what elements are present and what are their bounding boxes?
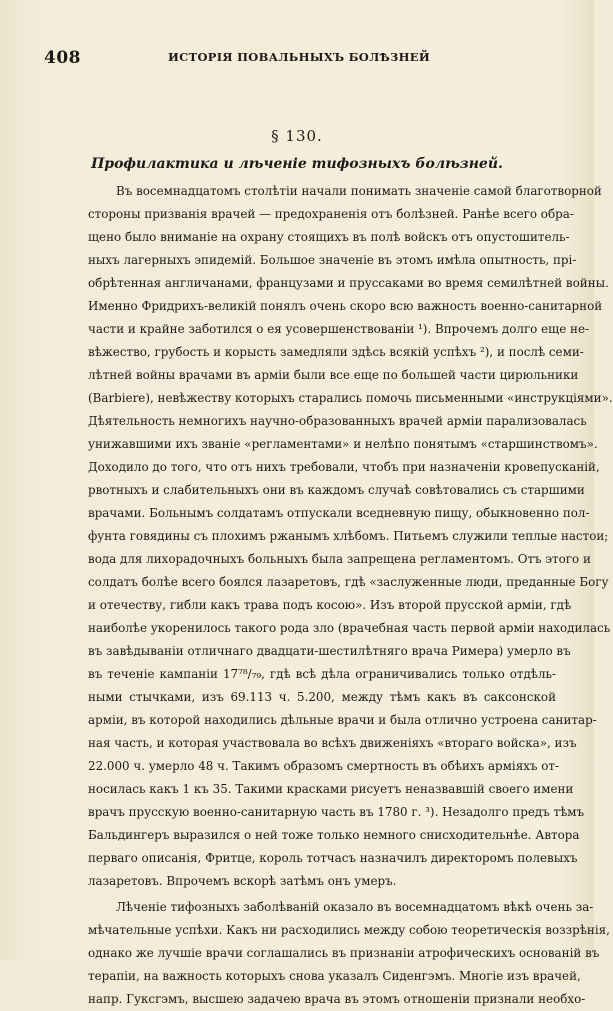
section-number: § 130. — [271, 127, 323, 145]
text-line: солдатъ болѣе всего боялся лазаретовъ, гдѣ «заслуженные люди, преданные Богу — [88, 575, 609, 589]
text-line: терапіи, на важность которыхъ снова указалъ Сиденгэмъ. Многіе изъ врачей, — [88, 969, 581, 983]
page-header — [44, 48, 554, 70]
text-line: вѣжество, грубость и корысть замедляли здѣсь всякій успѣхъ ²), и послѣ семи- — [88, 345, 584, 359]
text-line: однако же лучшіе врачи соглашались въ признаніи атрофическихъ основаній въ — [88, 946, 600, 960]
text-line: рвотныхъ и слабительныхъ они въ каждомъ случаѣ совѣтовались съ старшими — [88, 483, 585, 497]
text-line: щено было вниманіе на охрану стоящихъ въ полѣ войскъ отъ опустошитель- — [88, 230, 570, 244]
text-line: вода для лихорадочныхъ больныхъ была запрещена регламентомъ. Отъ этого и — [88, 552, 591, 566]
text-line: стороны призванія врачей — предохраненія отъ болѣзней. Ранѣе всего обра- — [88, 207, 574, 221]
text-line: наиболѣе укоренилось такого рода зло (врачебная часть первой арміи находилась — [88, 621, 611, 635]
text-line: части и крайне заботился о ея усовершенствованіи ¹). Впрочемъ долго еще не- — [88, 322, 590, 336]
text-line: Бальдингеръ выразился о ней тоже только немного снисходительнѣе. Автора — [88, 828, 580, 842]
text-line: ныхъ лагерныхъ эпидемій. Большое значеніе въ этомъ имѣла опытность, прі- — [88, 253, 577, 267]
page-number: 408 — [44, 48, 81, 68]
text-line: Доходило до того, что отъ нихъ требовали, чтобъ при назначеніи кровепусканій, — [88, 460, 600, 474]
text-line: (Barbiere), невѣжеству которыхъ старались помочь письменными «инструкціями». — [88, 391, 613, 405]
running-title: ИСТОРІЯ ПОВАЛЬНЫХЪ БОЛѢЗНЕЙ — [167, 50, 431, 64]
text-line: фунта говядины съ плохимъ ржанымъ хлѣбомъ. Питьемъ служили теплые настои; — [88, 529, 609, 543]
text-line: носилась какъ 1 къ 35. Такими красками рисуетъ неназвавшій своего имени — [88, 782, 574, 796]
text-line: въ теченіе кампаніи 17⁷⁸/₇₉, гдѣ всѣ дѣла ограничивались только отдѣль- — [88, 667, 556, 681]
text-line: въ завѣдываніи отличнаго двадцати-шестилѣтняго врача Римера) умерло въ — [88, 644, 571, 658]
text-line: перваго описанія, Фритце, король тотчасъ назначилъ директоромъ полевыхъ — [88, 851, 578, 865]
text-line: ная часть, и которая участвовала во всѣхъ движеніяхъ «втораго войска», изъ — [88, 736, 577, 750]
text-line: Въ восемнадцатомъ столѣтіи начали понимать значеніе самой благотворной — [116, 184, 602, 198]
text-line: Лѣченіе тифозныхъ заболѣваній оказало въ восемнадцатомъ вѣкѣ очень за- — [116, 900, 594, 914]
text-line: 22.000 ч. умерло 48 ч. Такимъ образомъ смертность въ обѣихъ арміяхъ от- — [88, 759, 560, 773]
section-title: Профилактика и лѣченіе тифозныхъ болѣзней. — [91, 156, 503, 172]
text-line: врачами. Больнымъ солдатамъ отпускали вседневную пищу, обыкновенно пол- — [88, 506, 590, 520]
text-line: врачъ прусскую военно-санитарную часть въ 1780 г. ³). Незадолго предъ тѣмъ — [88, 805, 585, 819]
body-text — [88, 180, 613, 1011]
text-line: лѣтней войны врачами въ арміи были все еще по большей части цирюльники — [88, 368, 579, 382]
text-line: и отечеству, гибли какъ трава подъ косою». Изъ второй прусской арміи, гдѣ — [88, 598, 572, 612]
text-line: Именно Фридрихъ-великій понялъ очень скоро всю важность военно-санитарной — [88, 299, 603, 313]
text-line: обрѣтенная англичанами, французами и пруссаками во время семилѣтней войны. — [88, 276, 609, 290]
text-line: мѣчательные успѣхи. Какъ ни расходились между собою теоретическія воззрѣнія, — [88, 923, 610, 937]
text-line: унижавшими ихъ званіе «регламентами» и нелѣпо понятымъ «старшинствомъ». — [88, 437, 598, 451]
text-line: ными стычками, изъ 69.113 ч. 5.200, между тѣмъ какъ въ саксонской — [88, 690, 556, 704]
text-line: лазаретовъ. Впрочемъ вскорѣ затѣмъ онъ умеръ. — [88, 874, 397, 888]
text-line: напр. Гуксгэмъ, высшею задачею врача въ этомъ отношеніи признали необхо- — [88, 992, 586, 1006]
text-line: арміи, въ которой находились дѣльные врачи и была отлично устроена санитар- — [88, 713, 597, 727]
text-line: Дѣятельность немногихъ научно-образованныхъ врачей арміи парализовалась — [88, 414, 587, 428]
